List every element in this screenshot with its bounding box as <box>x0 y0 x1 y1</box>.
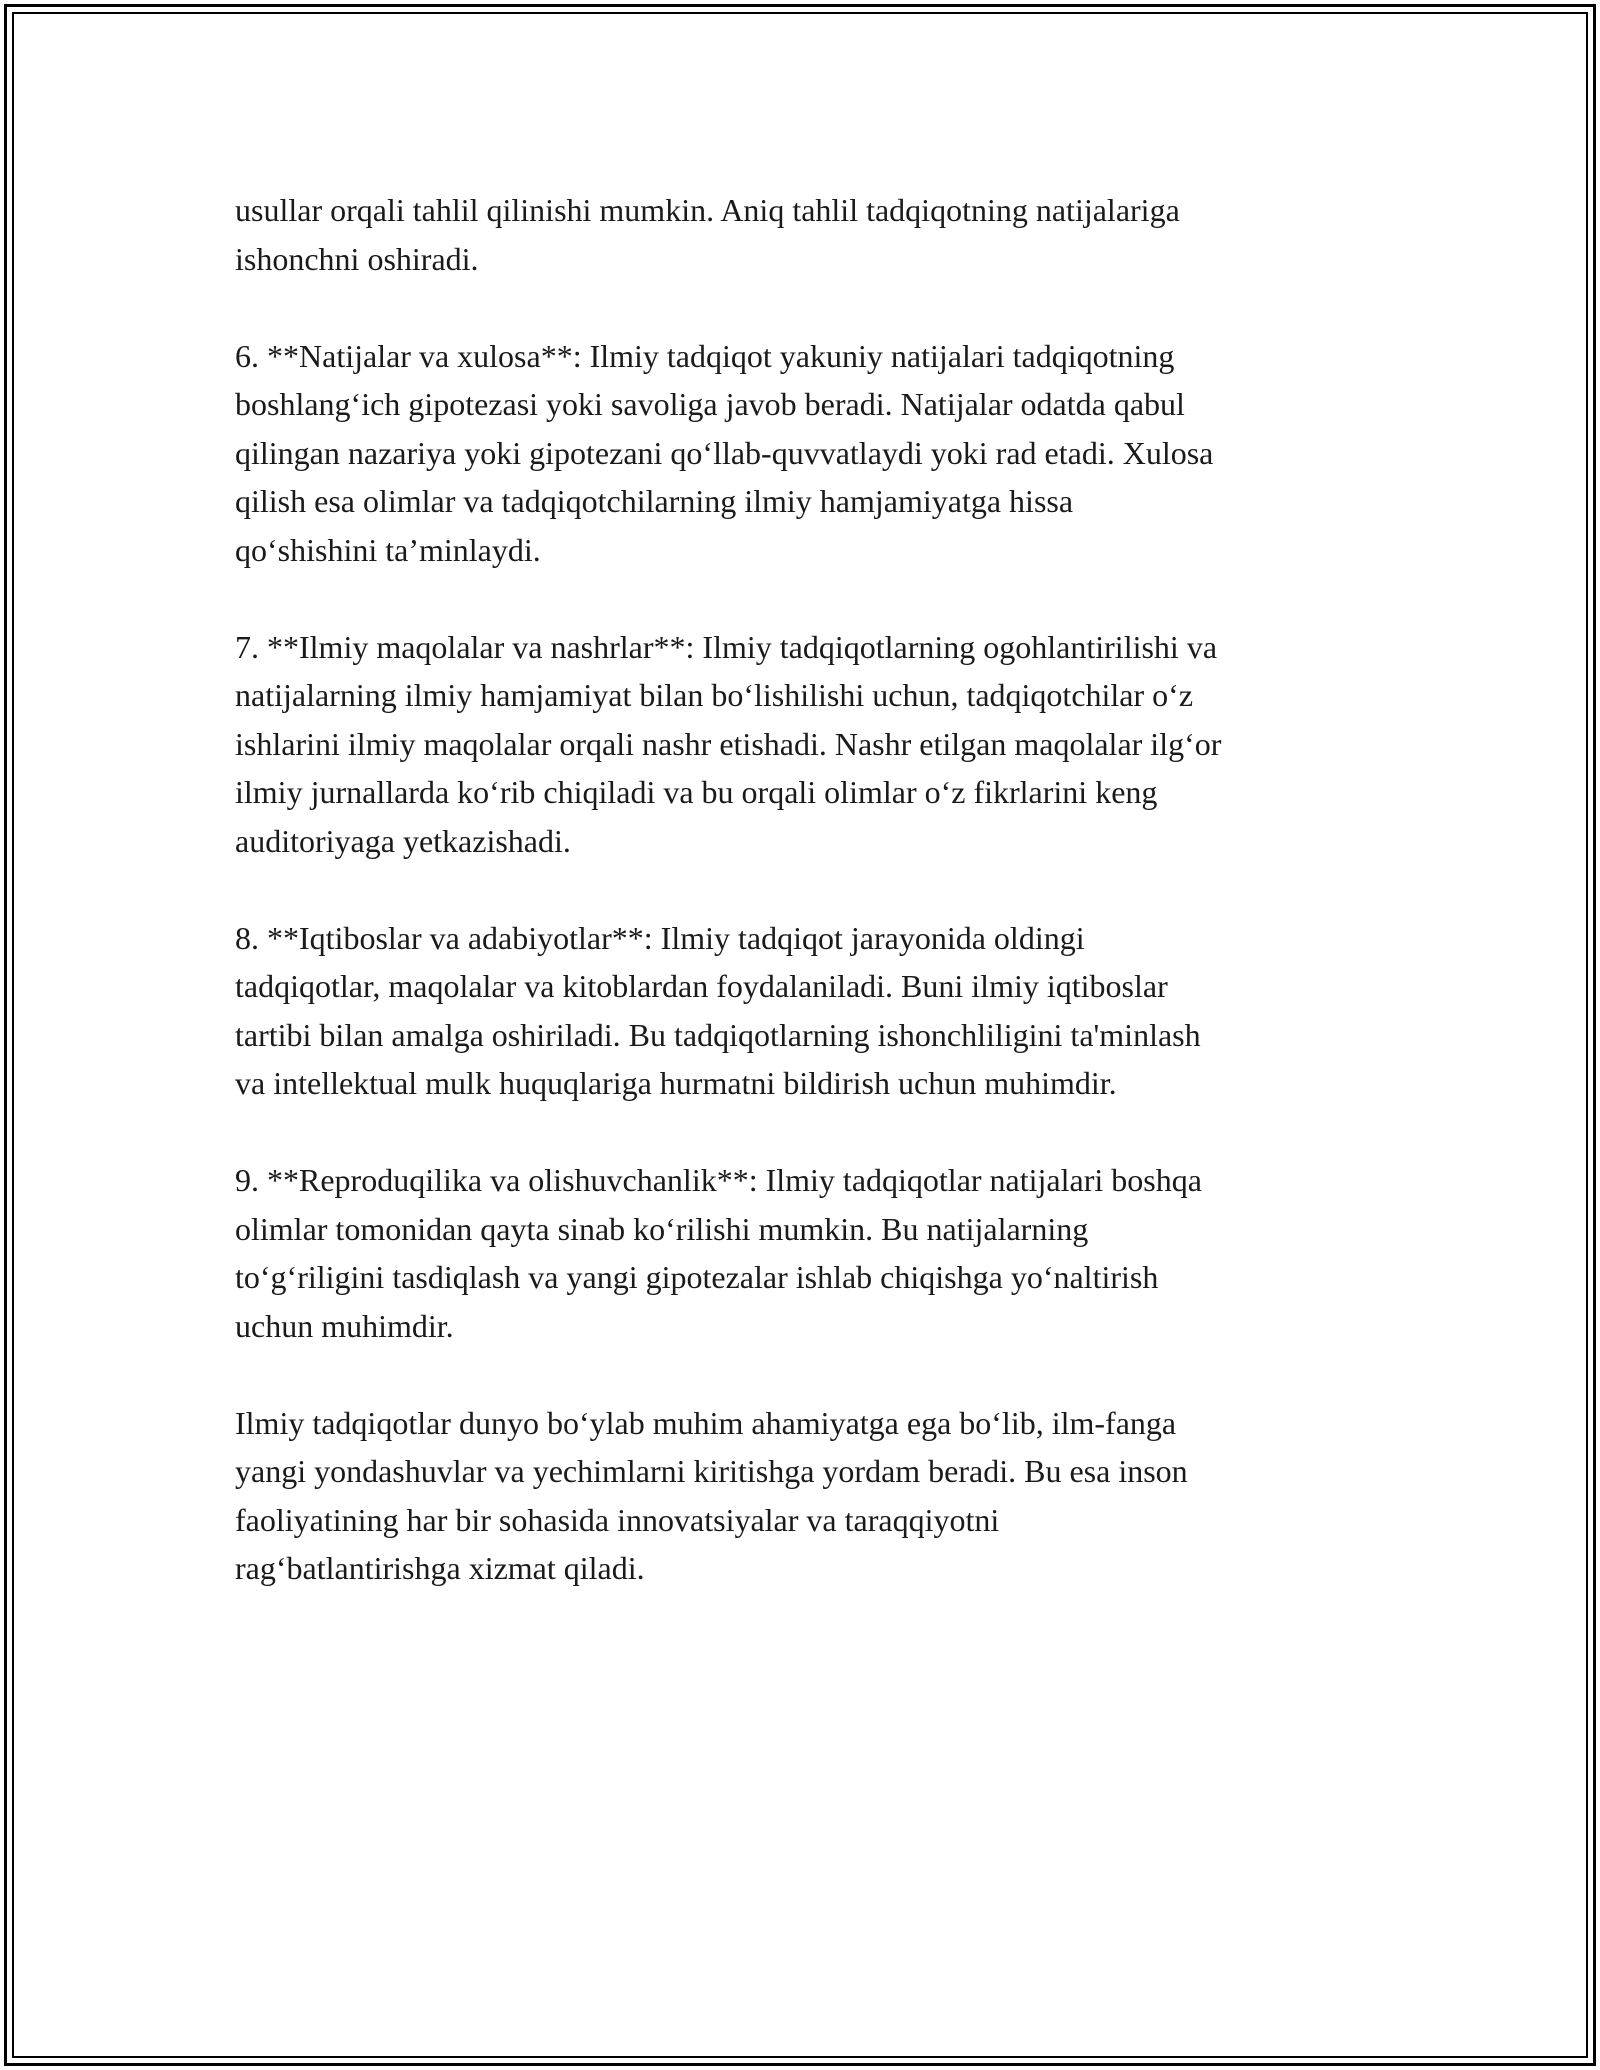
paragraph-citations-literature: 8. **Iqtiboslar va adabiyotlar**: Ilmiy tadqiqot jarayonida oldingi tadqiqotlar, maqolalar va kitoblardan foydalaniladi. Buni ilmiy iqtiboslar tartibi bilan amalga oshiriladi. Bu tadqiqotlarning ishonchliligini ta'minlash va intellektual mulk huquqlariga hurmatni bildirish uchun muhimdir. <box>235 919 1201 1101</box>
document-body <box>235 186 1375 1593</box>
paragraph-continuation: usullar orqali tahlil qilinishi mumkin. Aniq tahlil tadqiqotning natijalariga ishonchni oshiradi. <box>235 192 1180 277</box>
paragraph-results-conclusion: 6. **Natijalar va xulosa**: Ilmiy tadqiqot yakuniy natijalari tadqiqotning boshlang‘ich gipotezasi yoki savoliga javob beradi. Natijalar odatda qabul qilingan nazariya yoki gipotezani qo‘llab-quvvatlaydi yoki rad etadi. Xulosa qilish esa olimlar va tadqiqotchilarning ilmiy hamjamiyatga hissa qo‘shishini ta’minlaydi. <box>235 337 1214 568</box>
paragraph-reproducibility: 9. **Reproduqilika va olishuvchanlik**: Ilmiy tadqiqotlar natijalari boshqa olimlar tomonidan qayta sinab ko‘rilishi mumkin. Bu natijalarning to‘g‘riligini tasdiqlash va yangi gipotezalar ishlab chiqishga yo‘naltirish uchun muhimdir. <box>235 1162 1202 1344</box>
paragraph-closing: Ilmiy tadqiqotlar dunyo bo‘ylab muhim ahamiyatga ega bo‘lib, ilm-fanga yangi yondashuvlar va yechimlarni kiritishga yordam beradi. Bu esa inson faoliyatining har bir sohasida innovatsiyalar va taraqqiyotni rag‘batlantirishga xizmat qiladi. <box>235 1404 1188 1586</box>
paragraph-articles-publications: 7. **Ilmiy maqolalar va nashrlar**: Ilmiy tadqiqotlarning ogohlantirilishi va natijalarning ilmiy hamjamiyat bilan bo‘lishilishi uchun, tadqiqotchilar o‘z ishlarini ilmiy maqolalar orqali nashr etishadi. Nashr etilgan maqolalar ilg‘or ilmiy jurnallarda ko‘rib chiqiladi va bu orqali olimlar o‘z fikrlarini keng auditoriyaga yetkazishadi. <box>235 628 1222 859</box>
